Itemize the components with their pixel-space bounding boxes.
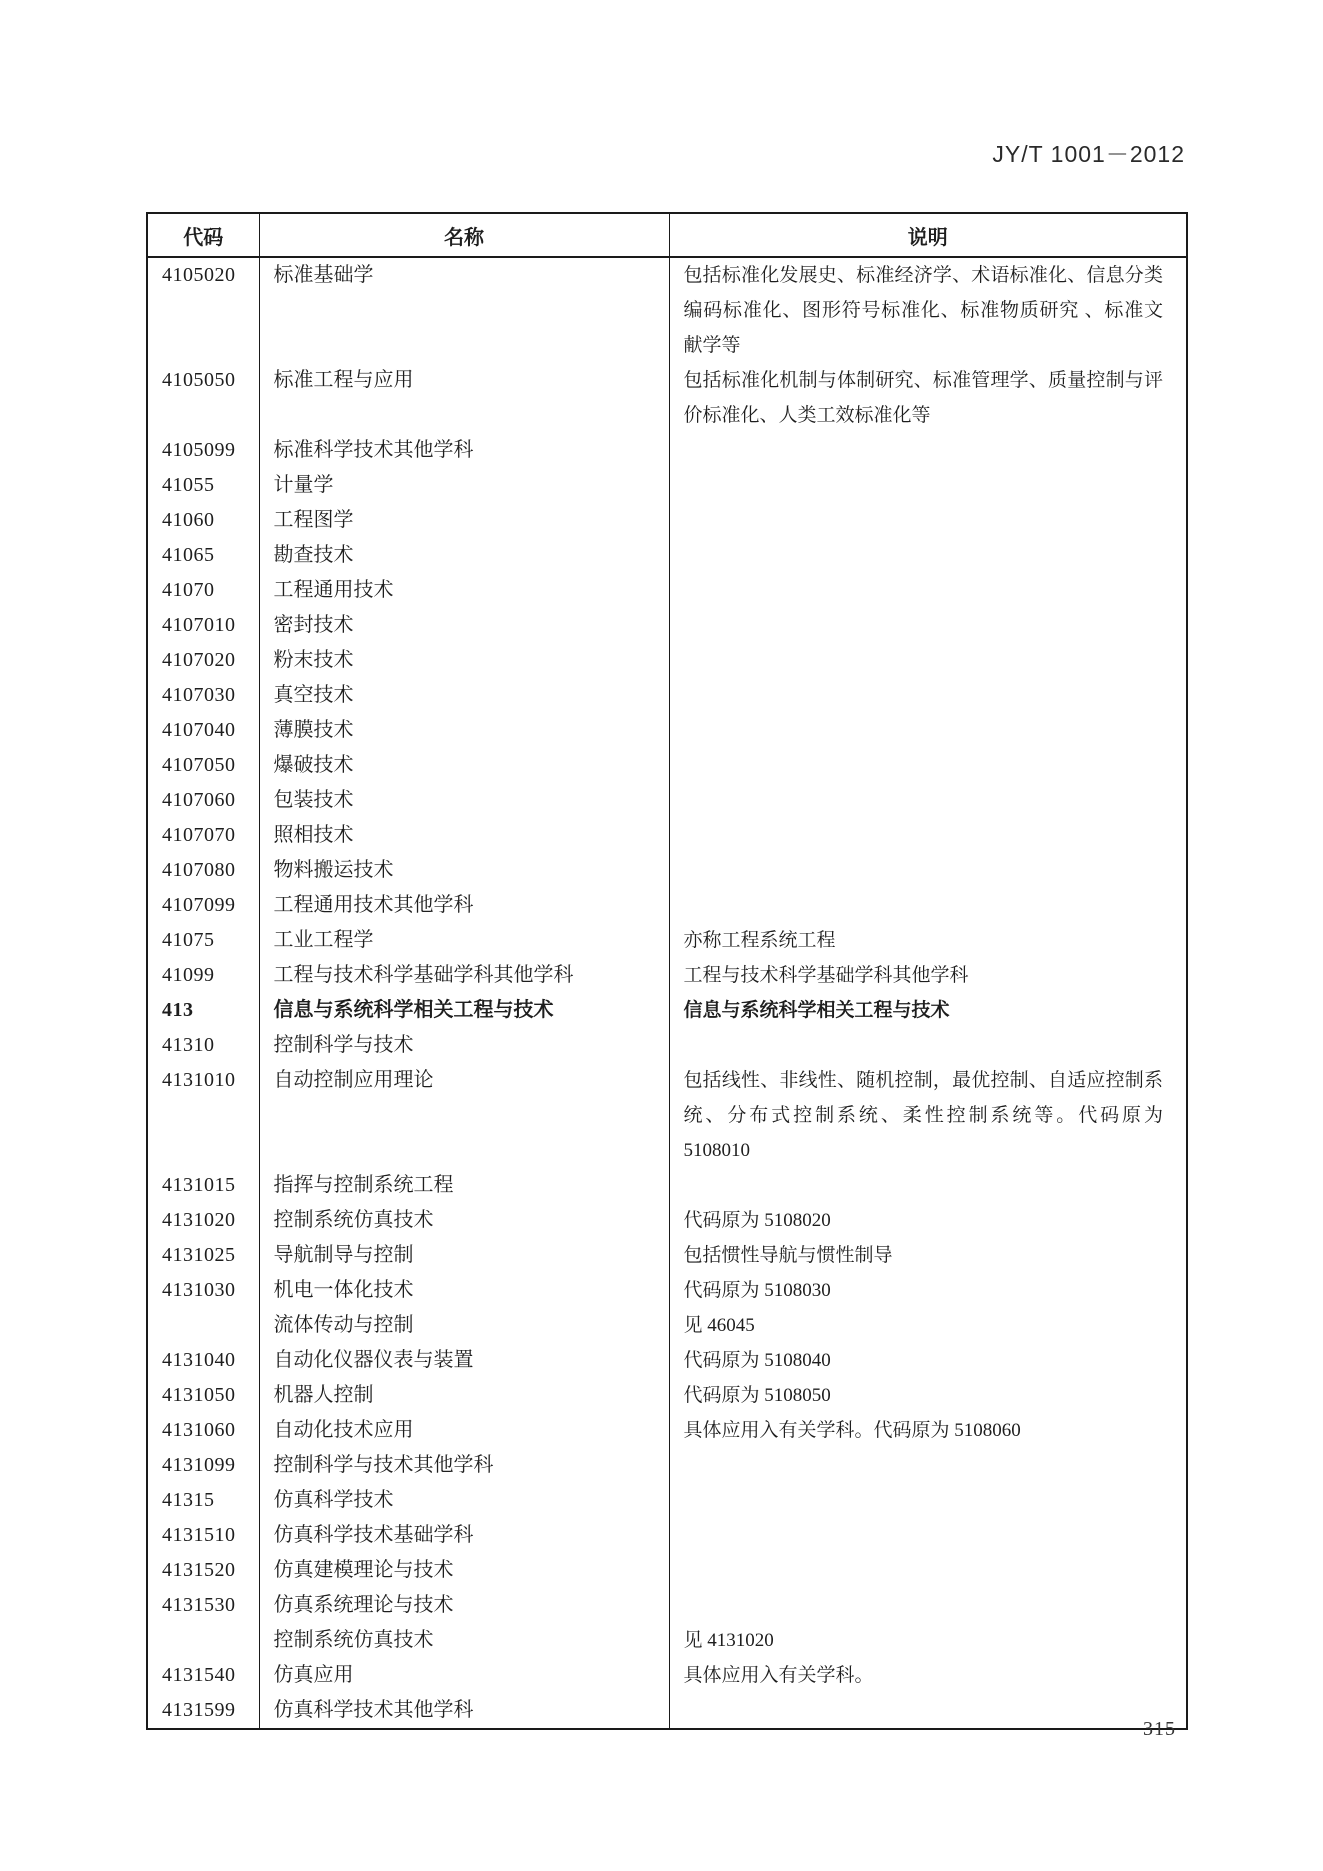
cell-desc <box>669 538 1187 573</box>
table-row <box>147 993 1187 1028</box>
cell-code: 4105099 <box>162 439 236 461</box>
table-row <box>147 818 1187 853</box>
cell-code: 4131099 <box>162 1454 236 1476</box>
table-row <box>147 1378 1187 1413</box>
cell-name: 自动控制应用理论 <box>259 1063 669 1168</box>
cell-name: 标准基础学 <box>259 257 669 363</box>
cell-desc: 具体应用入有关学科。 <box>669 1658 1187 1693</box>
cell-name: 导航制导与控制 <box>259 1238 669 1273</box>
cell-name: 工程图学 <box>259 503 669 538</box>
cell-name: 工业工程学 <box>259 923 669 958</box>
cell-desc: 包括标准化发展史、标准经济学、术语标准化、信息分类编码标准化、图形符号标准化、标准物质研究 、标准文献学等 <box>669 257 1187 363</box>
cell-desc <box>669 1448 1187 1483</box>
cell-name: 流体传动与控制 <box>259 1308 669 1343</box>
table-row <box>147 1483 1187 1518</box>
cell-name: 自动化技术应用 <box>259 1413 669 1448</box>
table-row <box>147 503 1187 538</box>
cell-name: 指挥与控制系统工程 <box>259 1168 669 1203</box>
cell-code: 4131040 <box>162 1349 236 1371</box>
cell-code: 4131540 <box>162 1664 236 1686</box>
cell-name: 标准工程与应用 <box>259 363 669 433</box>
cell-name: 自动化仪器仪表与装置 <box>259 1343 669 1378</box>
cell-code: 4131015 <box>162 1174 236 1196</box>
cell-name: 工程通用技术其他学科 <box>259 888 669 923</box>
table-row <box>147 748 1187 783</box>
column-header-code: 代码 <box>147 213 259 257</box>
cell-code: 4131050 <box>162 1384 236 1406</box>
cell-name: 仿真系统理论与技术 <box>259 1588 669 1623</box>
table-row <box>147 468 1187 503</box>
cell-name: 勘查技术 <box>259 538 669 573</box>
cell-name: 真空技术 <box>259 678 669 713</box>
cell-desc <box>669 678 1187 713</box>
table-row <box>147 1658 1187 1693</box>
cell-desc <box>669 1553 1187 1588</box>
cell-desc: 代码原为 5108040 <box>669 1343 1187 1378</box>
cell-desc <box>669 783 1187 818</box>
cell-code: 41070 <box>162 579 215 601</box>
cell-code: 4131599 <box>162 1699 236 1721</box>
cell-name: 密封技术 <box>259 608 669 643</box>
table-body <box>147 257 1187 1729</box>
table-row <box>147 923 1187 958</box>
table-row <box>147 257 1187 363</box>
standard-number: JY/T 1001－2012 <box>992 141 1185 167</box>
cell-desc <box>669 468 1187 503</box>
table-row <box>147 1203 1187 1238</box>
cell-desc: 具体应用入有关学科。代码原为 5108060 <box>669 1413 1187 1448</box>
cell-desc: 代码原为 5108050 <box>669 1378 1187 1413</box>
cell-name: 计量学 <box>259 468 669 503</box>
cell-code: 4107099 <box>162 894 236 916</box>
cell-desc: 工程与技术科学基础学科其他学科 <box>669 958 1187 993</box>
table-row <box>147 643 1187 678</box>
cell-desc: 包括标准化机制与体制研究、标准管理学、质量控制与评价标准化、人类工效标准化等 <box>669 363 1187 433</box>
table-row <box>147 608 1187 643</box>
table-row <box>147 1168 1187 1203</box>
cell-desc: 代码原为 5108020 <box>669 1203 1187 1238</box>
cell-code: 41310 <box>162 1034 215 1056</box>
cell-desc <box>669 608 1187 643</box>
table-row <box>147 1273 1187 1308</box>
cell-name: 信息与系统科学相关工程与技术 <box>259 993 669 1028</box>
table-row <box>147 363 1187 433</box>
table-row <box>147 1448 1187 1483</box>
table-row <box>147 1028 1187 1063</box>
table-row <box>147 1308 1187 1343</box>
cell-desc: 包括惯性导航与惯性制导 <box>669 1238 1187 1273</box>
table-row <box>147 1343 1187 1378</box>
table-row <box>147 1623 1187 1658</box>
cell-desc: 包括线性、非线性、随机控制，最优控制、自适应控制系统、分布式控制系统、柔性控制系统等。代码原为 5108010 <box>669 1063 1187 1168</box>
table-header <box>147 213 1187 257</box>
table-row <box>147 888 1187 923</box>
cell-desc <box>669 503 1187 538</box>
cell-desc <box>669 1168 1187 1203</box>
cell-code: 4131060 <box>162 1419 236 1441</box>
cell-desc <box>669 573 1187 608</box>
cell-code: 4107050 <box>162 754 236 776</box>
cell-desc <box>669 1693 1187 1729</box>
cell-name: 工程与技术科学基础学科其他学科 <box>259 958 669 993</box>
cell-name: 物料搬运技术 <box>259 853 669 888</box>
cell-name: 控制科学与技术其他学科 <box>259 1448 669 1483</box>
cell-desc: 见 46045 <box>669 1308 1187 1343</box>
cell-code: 4131030 <box>162 1279 236 1301</box>
table-row <box>147 678 1187 713</box>
cell-name: 机器人控制 <box>259 1378 669 1413</box>
cell-desc <box>669 1518 1187 1553</box>
cell-code: 4131010 <box>162 1069 236 1091</box>
table-row <box>147 713 1187 748</box>
cell-desc: 代码原为 5108030 <box>669 1273 1187 1308</box>
cell-desc <box>669 888 1187 923</box>
table-row <box>147 783 1187 818</box>
cell-desc: 亦称工程系统工程 <box>669 923 1187 958</box>
cell-desc <box>669 1028 1187 1063</box>
column-header-description: 说明 <box>669 213 1187 257</box>
table-row <box>147 573 1187 608</box>
cell-code: 41060 <box>162 509 215 531</box>
cell-code: 4107010 <box>162 614 236 636</box>
cell-name: 工程通用技术 <box>259 573 669 608</box>
cell-desc: 见 4131020 <box>669 1623 1187 1658</box>
cell-name: 仿真科学技术 <box>259 1483 669 1518</box>
cell-code: 41075 <box>162 929 215 951</box>
cell-name: 照相技术 <box>259 818 669 853</box>
cell-name: 薄膜技术 <box>259 713 669 748</box>
cell-code: 4107030 <box>162 684 236 706</box>
cell-name: 粉末技术 <box>259 643 669 678</box>
cell-name: 仿真科学技术基础学科 <box>259 1518 669 1553</box>
cell-desc <box>669 818 1187 853</box>
table-row <box>147 958 1187 993</box>
table-row <box>147 1238 1187 1273</box>
cell-code <box>147 1308 259 1343</box>
cell-desc: 信息与系统科学相关工程与技术 <box>669 993 1187 1028</box>
cell-name: 爆破技术 <box>259 748 669 783</box>
table-row <box>147 1588 1187 1623</box>
header-row <box>147 213 1187 257</box>
cell-code: 4107040 <box>162 719 236 741</box>
cell-desc <box>669 433 1187 468</box>
cell-desc <box>669 1588 1187 1623</box>
cell-code: 4105020 <box>162 264 236 286</box>
cell-desc <box>669 1483 1187 1518</box>
cell-code: 4107070 <box>162 824 236 846</box>
cell-code: 41055 <box>162 474 215 496</box>
cell-code: 4107020 <box>162 649 236 671</box>
cell-name: 标准科学技术其他学科 <box>259 433 669 468</box>
column-header-name: 名称 <box>259 213 669 257</box>
cell-desc <box>669 748 1187 783</box>
cell-code: 4131025 <box>162 1244 236 1266</box>
table-row <box>147 1553 1187 1588</box>
cell-code <box>147 1623 259 1658</box>
discipline-code-table <box>146 212 1188 1730</box>
cell-code: 41065 <box>162 544 215 566</box>
cell-code: 41315 <box>162 1489 215 1511</box>
cell-name: 仿真应用 <box>259 1658 669 1693</box>
table-row <box>147 1693 1187 1729</box>
cell-desc <box>669 713 1187 748</box>
cell-desc <box>669 853 1187 888</box>
table-row <box>147 538 1187 573</box>
table-row <box>147 853 1187 888</box>
table-row <box>147 1063 1187 1168</box>
cell-code: 41099 <box>162 964 215 986</box>
cell-name: 机电一体化技术 <box>259 1273 669 1308</box>
cell-code: 413 <box>162 999 194 1021</box>
cell-name: 仿真科学技术其他学科 <box>259 1693 669 1729</box>
cell-name: 控制系统仿真技术 <box>259 1623 669 1658</box>
cell-code: 4131530 <box>162 1594 236 1616</box>
cell-code: 4107080 <box>162 859 236 881</box>
cell-name: 控制科学与技术 <box>259 1028 669 1063</box>
table-row <box>147 433 1187 468</box>
cell-desc <box>669 643 1187 678</box>
cell-code: 4131520 <box>162 1559 236 1581</box>
cell-name: 控制系统仿真技术 <box>259 1203 669 1238</box>
table-row <box>147 1518 1187 1553</box>
cell-code: 4131020 <box>162 1209 236 1231</box>
cell-code: 4105050 <box>162 369 236 391</box>
cell-name: 包装技术 <box>259 783 669 818</box>
table-row <box>147 1413 1187 1448</box>
cell-name: 仿真建模理论与技术 <box>259 1553 669 1588</box>
page-number: 315 <box>1143 1718 1176 1740</box>
cell-code: 4131510 <box>162 1524 236 1546</box>
cell-code: 4107060 <box>162 789 236 811</box>
